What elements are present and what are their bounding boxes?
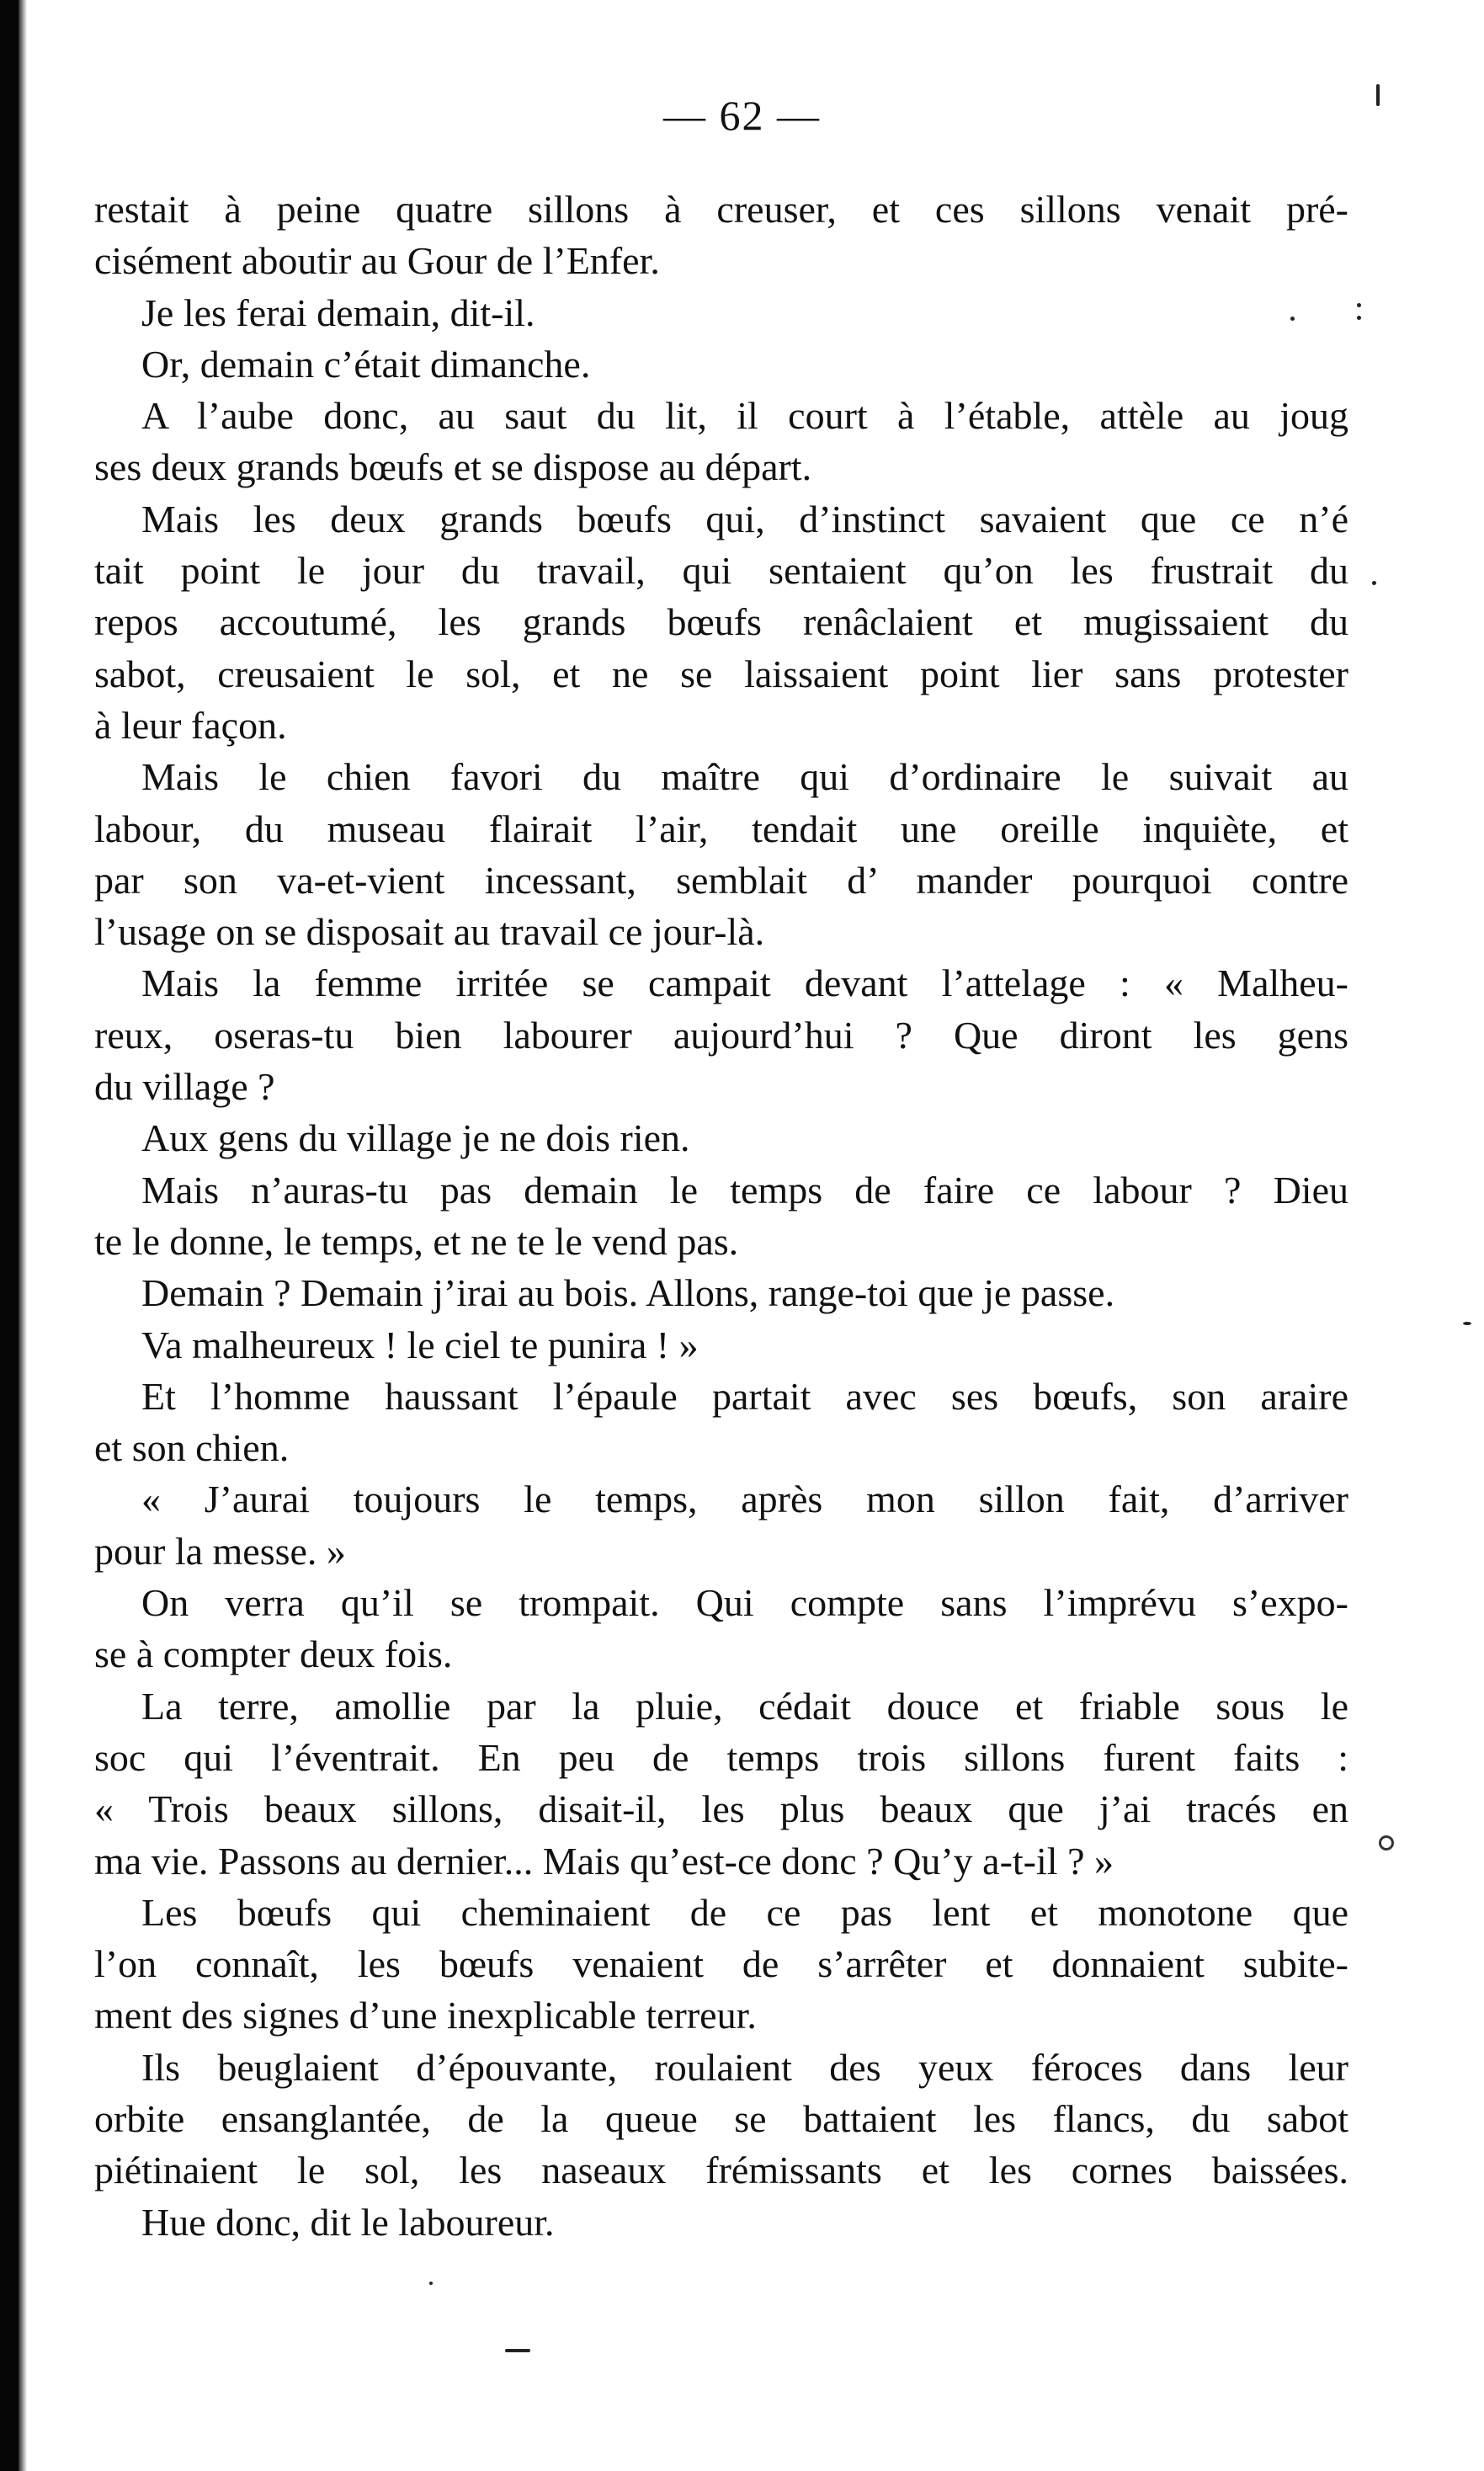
text-line: te le donne, le temps, et ne te le vend pas. xyxy=(94,1219,739,1263)
text-line: soc qui l’éventrait. En peu de temps trois sillons furent faits : xyxy=(94,1735,1348,1779)
text-line: à leur façon. xyxy=(94,703,287,747)
text-line: cisément aboutir au Gour de l’Enfer. xyxy=(94,239,660,283)
scan-speck xyxy=(505,2349,530,2352)
text-line: Hue donc, dit le laboureur. xyxy=(141,2200,555,2244)
text-line: Les bœufs qui cheminaient de ce pas lent et monotone que xyxy=(141,1890,1348,1934)
scan-speck xyxy=(429,2282,433,2285)
text-line: Va malheureux ! le ciel te punira ! » xyxy=(141,1323,699,1366)
scan-speck xyxy=(1376,84,1380,106)
text-line: se à compter deux fois. xyxy=(94,1632,453,1676)
text-line: ses deux grands bœufs et se dispose au départ. xyxy=(94,445,812,489)
text-line: l’usage on se disposait au travail ce jour-là. xyxy=(94,910,765,954)
text-line: Aux gens du village je ne dois rien. xyxy=(141,1116,690,1160)
text-line: l’on connaît, les bœufs venaient de s’arrêter et donnaient subite- xyxy=(94,1942,1348,1986)
text-line: restait à peine quatre sillons à creuser, et ces sillons venait pré- xyxy=(94,188,1348,231)
text-line: La terre, amollie par la pluie, cédait douce et friable sous le xyxy=(141,1684,1348,1728)
text-line: On verra qu’il se trompait. Qui compte sans l’imprévu s’expo- xyxy=(141,1581,1348,1625)
scan-speck xyxy=(1357,316,1361,320)
text-line: pour la messe. » xyxy=(94,1529,346,1573)
text-line: Demain ? Demain j’irai au bois. Allons, range-toi que je passe. xyxy=(141,1271,1115,1315)
text-line: « Trois beaux sillons, disait-il, les plus beaux que j’ai tracés en xyxy=(94,1787,1348,1831)
text-line: Mais la femme irritée se campait devant l’attelage : « Malheu- xyxy=(141,961,1348,1005)
text-line: orbite ensanglantée, de la queue se battaient les flancs, du sabot xyxy=(94,2096,1348,2140)
text-line: du village ? xyxy=(94,1065,275,1109)
text-line: repos accoutumé, les grands bœufs renâclaient et mugissaient du xyxy=(94,600,1348,644)
scan-speck xyxy=(1357,303,1361,307)
text-line: tait point le jour du travail, qui sentaient qu’on les frustrait du xyxy=(94,549,1348,593)
text-line: sabot, creusaient le sol, et ne se laissaient point lier sans protester xyxy=(94,652,1348,695)
text-line: reux, oseras-tu bien labourer aujourd’hui ? Que diront les gens xyxy=(94,1013,1348,1057)
text-line: Mais n’auras-tu pas demain le temps de faire ce labour ? Dieu xyxy=(141,1168,1348,1212)
body-text xyxy=(94,184,1348,2248)
text-line: « J’aurai toujours le temps, après mon sillon fait, d’arriver xyxy=(141,1478,1348,1521)
text-line: Mais le chien favori du maître qui d’ordinaire le suivait au xyxy=(141,755,1348,799)
book-spine-shadow xyxy=(0,0,19,2471)
text-line: labour, du museau flairait l’air, tendait une oreille inquiète, et xyxy=(94,807,1348,850)
scan-speck xyxy=(1372,581,1376,585)
text-line: par son va-et-vient incessant, semblait d’ mander pourquoi contre xyxy=(94,858,1348,902)
text-line: A l’aube donc, au saut du lit, il court à l’étable, attèle au joug xyxy=(141,394,1348,438)
text-line: Mais les deux grands bœufs qui, d’instinct savaient que ce n’é xyxy=(141,497,1348,541)
text-line: ment des signes d’une inexplicable terreur. xyxy=(94,1994,757,2037)
text-line: Je les ferai demain, dit-il. xyxy=(141,290,535,334)
page-number: — 62 — xyxy=(663,92,821,139)
spine-edge-gradient xyxy=(19,0,27,2471)
text-line: Ils beuglaient d’épouvante, roulaient des yeux féroces dans leur xyxy=(141,2045,1348,2089)
text-line: Or, demain c’était dimanche. xyxy=(141,342,591,386)
text-line: et son chien. xyxy=(94,1426,290,1470)
scan-speck xyxy=(1290,317,1295,321)
scan-speck xyxy=(1463,1322,1471,1325)
text-line: piétinaient le sol, les naseaux frémissants et les cornes baissées. xyxy=(94,2149,1348,2192)
text-line: ma vie. Passons au dernier... Mais qu’est-ce donc ? Qu’y a-t-il ? » xyxy=(94,1839,1114,1883)
scan-speck xyxy=(1379,1835,1394,1851)
text-line: Et l’homme haussant l’épaule partait avec ses bœufs, son araire xyxy=(141,1374,1348,1418)
